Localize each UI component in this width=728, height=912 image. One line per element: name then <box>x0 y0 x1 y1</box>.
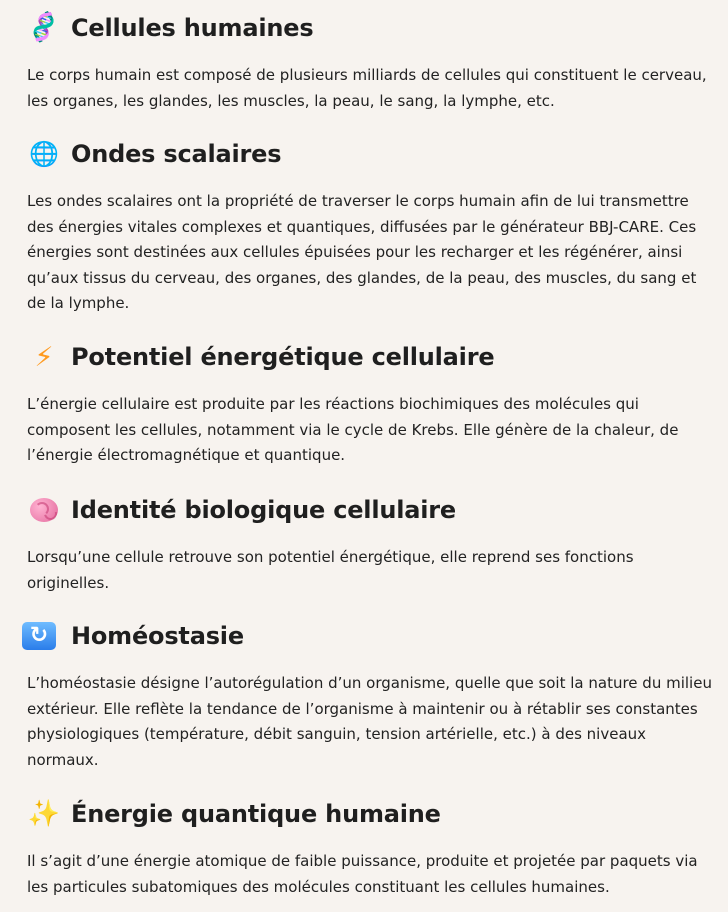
refresh-icon: ↻ <box>27 619 61 653</box>
section-homeostasie <box>27 619 720 773</box>
section-title: Homéostasie <box>71 622 244 650</box>
section-energie-quantique <box>27 797 720 900</box>
section-title: Ondes scalaires <box>71 140 282 168</box>
section-identite-biologique <box>27 493 720 596</box>
section-heading <box>27 797 720 831</box>
section-heading <box>27 137 720 171</box>
section-text: Il s’agit d’une énergie atomique de faible puissance, produite et projetée par paquets via les particules subatomiques des molécules constituant les cellules humaines. <box>27 852 698 896</box>
section-heading <box>27 493 720 527</box>
section-potentiel-energetique <box>27 340 720 469</box>
section-text: Le corps humain est composé de plusieurs milliards de cellules qui constituent le cerveau, les organes, les glandes, les muscles, la peau, le sang, la lymphe, etc. <box>27 66 707 110</box>
section-cellules-humaines <box>27 11 720 114</box>
section-heading <box>27 11 720 45</box>
section-text: L’énergie cellulaire est produite par les réactions biochimiques des molécules qui composent les cellules, notamment via le cycle de Krebs. Elle génère de la chaleur, de l’énergie électromagnétique et quantique. <box>27 395 679 464</box>
section-title: Identité biologique cellulaire <box>71 496 456 524</box>
section-text: Les ondes scalaires ont la propriété de traverser le corps humain afin de lui transmettre des énergies vitales complexes et quantiques, diffusées par le générateur BBJ-CARE. Ces énergies sont destinées aux cellules épuisées pour les recharger et les régénérer, ainsi qu’aux tissus du cerveau, des organes, des glandes, de la peau, des muscles, du sang et de la lymphe. <box>27 192 697 312</box>
brain-icon <box>27 493 61 527</box>
globe-icon: 🌐 <box>29 140 59 168</box>
sparkles-icon: ✨ <box>27 799 61 829</box>
section-ondes-scalaires <box>27 137 720 317</box>
section-text: Lorsqu’une cellule retrouve son potentiel énergétique, elle reprend ses fonctions originelles. <box>27 548 634 592</box>
lightning-icon: ⚡ <box>34 341 54 373</box>
section-heading <box>27 619 720 653</box>
section-title: Cellules humaines <box>71 14 314 42</box>
section-title: Potentiel énergétique cellulaire <box>71 343 495 371</box>
dna-icon: 🧬 <box>25 9 63 46</box>
section-text: L’homéostasie désigne l’autorégulation d’un organisme, quelle que soit la nature du milieu extérieur. Elle reflète la tendance de l’organisme à maintenir ou à rétablir ses constantes physiologiques (température, débit sanguin, tension artérielle, etc.) à des niveaux normaux. <box>27 674 712 769</box>
section-heading <box>27 340 720 374</box>
section-title: Énergie quantique humaine <box>71 800 441 828</box>
